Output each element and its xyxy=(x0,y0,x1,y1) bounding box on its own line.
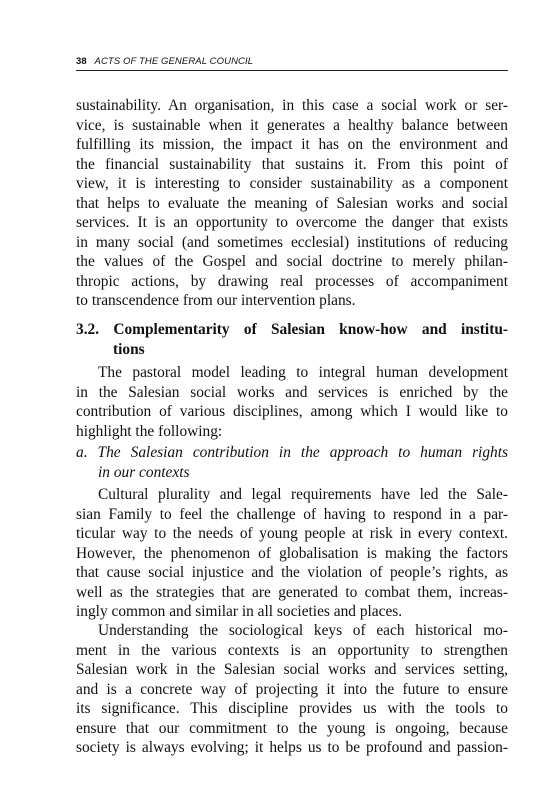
text-line: in many social (and sometimes ecclesial) institutions of reducing xyxy=(76,233,508,251)
text-line: The pastoral model leading to integral human development xyxy=(98,364,508,381)
running-title: ACTS OF THE GENERAL COUNCIL xyxy=(94,56,254,67)
list-item-line: a. The Salesian contribution in the approach to human rights xyxy=(76,444,508,461)
text-line: Cultural plurality and legal requirements have led the Sale- xyxy=(98,486,508,503)
text-line: well as the strategies that are generated to combat them, increas- xyxy=(76,583,508,601)
text-line: ensure that our commitment to the young is ongoing, because xyxy=(76,719,508,737)
paragraph-sustainability xyxy=(76,96,508,311)
paragraph-pastoral-model xyxy=(76,363,508,441)
text-line: ingly common and similar in all societies and places. xyxy=(76,603,403,620)
text-line: view, it is interesting to consider sustainability as a component xyxy=(76,175,508,192)
text-line: that cause social injustice and the violation of people’s rights, as xyxy=(76,564,508,581)
text-line: its significance. This discipline provides us with the tools to xyxy=(76,700,508,717)
text-line: sustainability. An organisation, in this case a social work or ser- xyxy=(76,97,508,114)
page-number: 38 xyxy=(76,56,87,67)
text-line: the financial sustainability that sustains it. From this point of xyxy=(76,155,508,173)
text-line: However, the phenomenon of globalisation is making the factors xyxy=(76,544,508,562)
list-item-line: in our contexts xyxy=(98,463,190,481)
header-rule xyxy=(76,70,508,71)
text-line: ment in the various contexts is an opportunity to strengthen xyxy=(76,641,508,659)
text-line: to transcendence from our intervention plans. xyxy=(76,292,356,309)
text-line: society is always evolving; it helps us to be profound and passion- xyxy=(76,739,508,756)
text-line: thropic actions, by drawing real processes of accompaniment xyxy=(76,272,508,290)
section-heading-line: tions xyxy=(113,340,145,358)
section-heading xyxy=(76,320,508,359)
text-line: highlight the following: xyxy=(76,422,223,440)
paragraph-sociological-keys xyxy=(76,621,508,758)
list-item-a xyxy=(76,443,508,482)
text-line: Understanding the sociological keys of each historical mo- xyxy=(98,622,508,639)
text-line: in the Salesian social works and services is enriched by the xyxy=(76,383,508,401)
text-line: and is a concrete way of projecting it into the future to ensure xyxy=(76,680,508,698)
text-line: vice, is sustainable when it generates a healthy balance between xyxy=(76,116,508,134)
text-line: contribution of various disciplines, among which I would like to xyxy=(76,403,508,420)
text-line: the values of the Gospel and social doctrine to merely philan- xyxy=(76,253,508,270)
text-line: ticular way to the needs of young people at risk in every context. xyxy=(76,525,508,542)
text-line: sian Family to feel the challenge of having to respond in a par- xyxy=(76,505,508,523)
text-line: that helps to evaluate the meaning of Salesian works and social xyxy=(76,194,508,212)
section-heading-line: 3.2. Complementarity of Salesian know-how and institu- xyxy=(76,321,508,338)
paragraph-cultural-plurality xyxy=(76,485,508,622)
running-header xyxy=(76,55,508,69)
text-line: fulfilling its mission, the impact it has on the environment and xyxy=(76,136,508,153)
text-line: services. It is an opportunity to overcome the danger that exists xyxy=(76,214,508,231)
text-line: Salesian work in the Salesian social works and services setting, xyxy=(76,661,508,678)
